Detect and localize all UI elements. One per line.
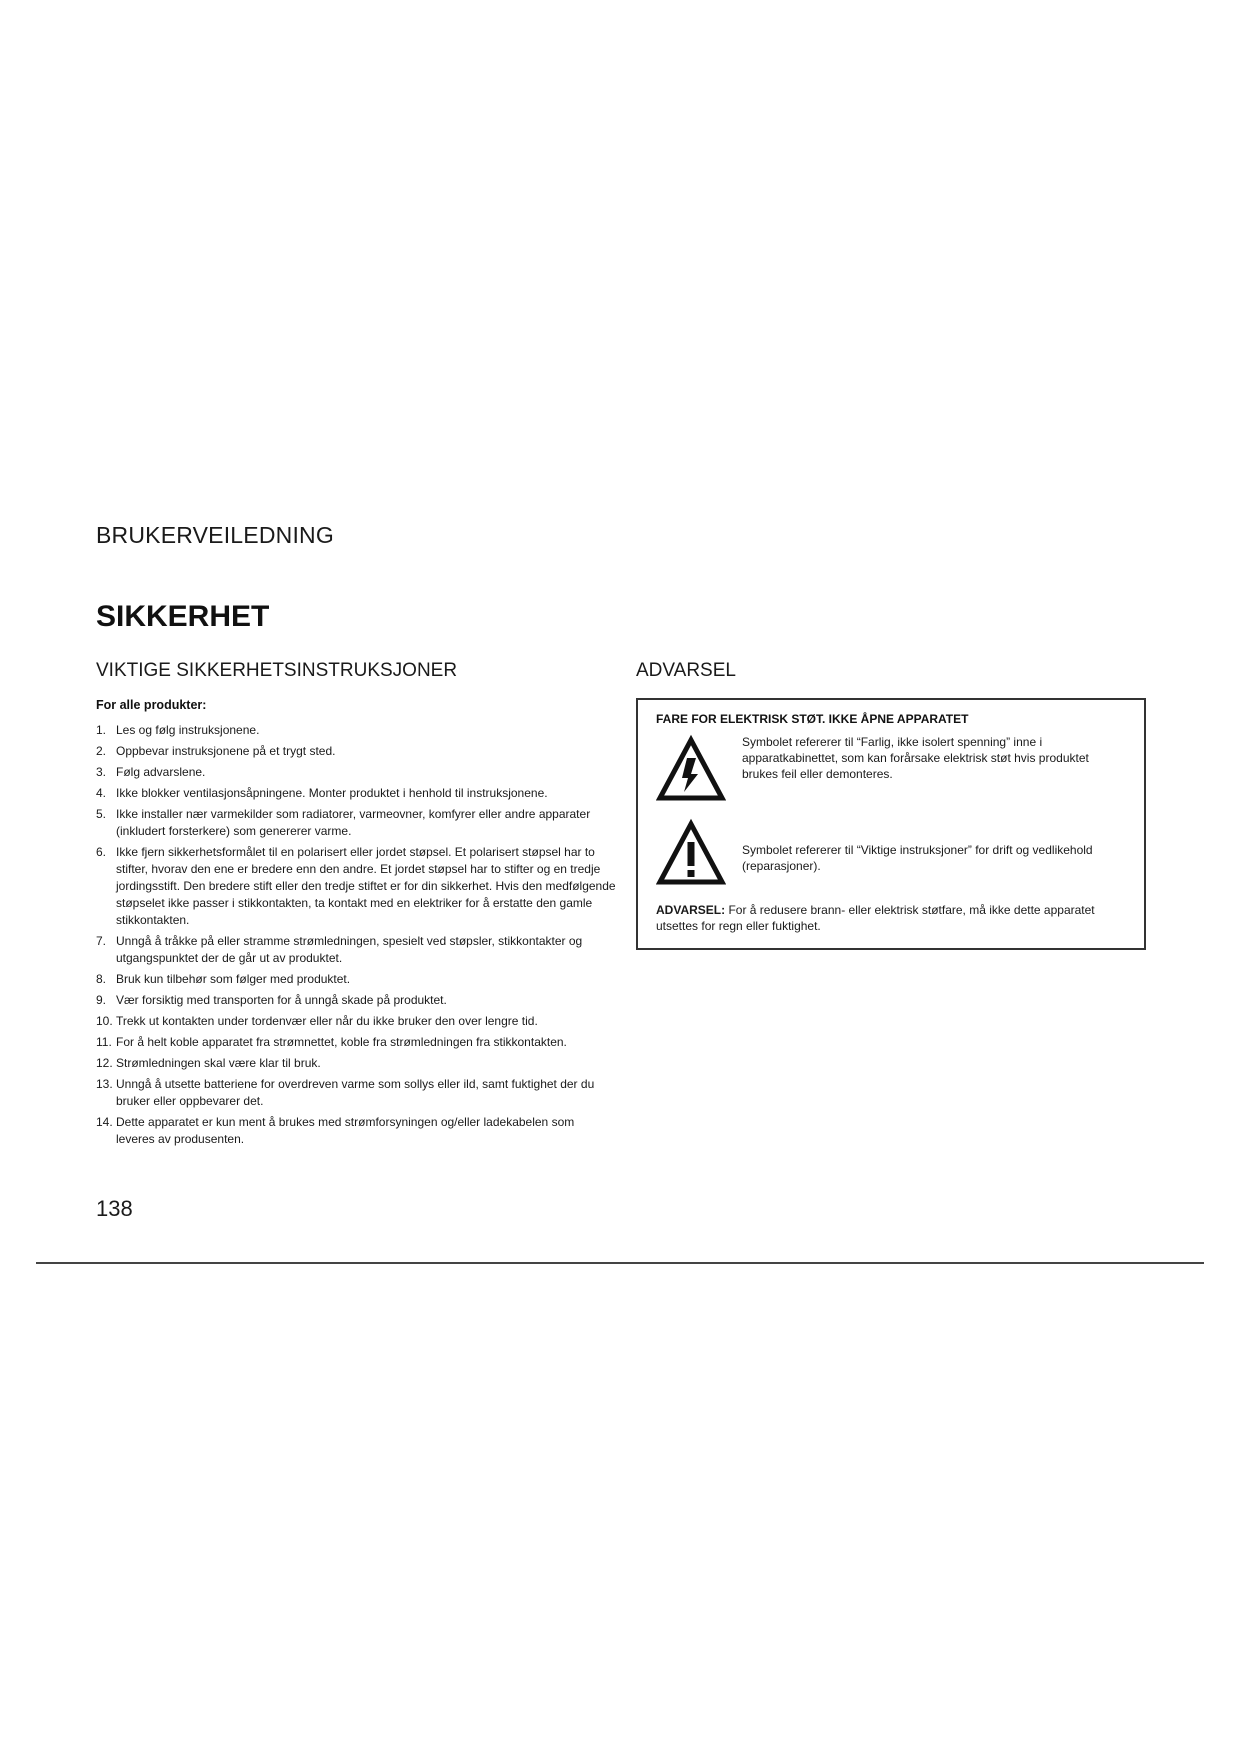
warning-symbol-text: Symbolet refererer til “Viktige instruksjoner” for drift og vedlikehold (reparasjoner). [742, 843, 1093, 873]
warning-symbol-row [656, 818, 1126, 888]
list-item-text: Bruk kun tilbehør som følger med produktet. [116, 972, 351, 986]
list-item-text: Ikke installer nær varmekilder som radiatorer, varmeovner, komfyrer eller andre apparater (inkludert forsterkere) som genererer varme. [116, 807, 591, 838]
list-item-number: 9. [96, 993, 107, 1007]
list-item-number: 10. [96, 1014, 113, 1028]
list-item [96, 1034, 616, 1051]
warning-heading: ADVARSEL [636, 660, 736, 681]
warning-note-text: For å redusere brann- eller elektrisk støtfare, må ikke dette apparatet utsettes for regn eller fuktighet. [656, 903, 1095, 933]
list-item-text: Følg advarslene. [116, 765, 206, 779]
warning-box-title: FARE FOR ELEKTRISK STØT. IKKE ÅPNE APPARATET [656, 712, 969, 726]
instructions-section [96, 660, 616, 1152]
list-item [96, 722, 616, 739]
warning-note [656, 902, 1126, 934]
list-item [96, 806, 616, 840]
list-item-number: 7. [96, 934, 107, 948]
warning-note-label: ADVARSEL: [656, 903, 726, 917]
list-item [96, 844, 616, 929]
list-item-number: 8. [96, 972, 107, 986]
list-item [96, 1055, 616, 1072]
list-item [96, 1114, 616, 1148]
list-item-number: 5. [96, 807, 107, 821]
list-item [96, 1076, 616, 1110]
instructions-list [96, 722, 616, 1148]
list-item [96, 933, 616, 967]
list-item-text: For å helt koble apparatet fra strømnettet, koble fra strømledningen fra stikkontakten. [116, 1035, 567, 1049]
list-item-number: 2. [96, 744, 107, 758]
list-item [96, 785, 616, 802]
list-item-number: 11. [96, 1035, 112, 1049]
warning-section [636, 660, 1146, 950]
list-item [96, 743, 616, 760]
list-item-number: 3. [96, 765, 107, 779]
footer-divider [36, 1262, 1204, 1264]
list-item-text: Vær forsiktig med transporten for å unngå skade på produktet. [116, 993, 447, 1007]
list-item [96, 1013, 616, 1030]
warning-symbol-text: Symbolet refererer til “Farlig, ikke isolert spenning” inne i apparatkabinettet, som kan forårsake elektrisk støt hvis produktet brukes feil eller demonteres. [742, 735, 1089, 781]
list-item-text: Unngå å tråkke på eller stramme strømledningen, spesielt ved støpsler, stikkontakter og utgangspunktet der de går ut av produktet. [116, 934, 583, 965]
list-item [96, 764, 616, 781]
list-item-text: Ikke fjern sikkerhetsformålet til en polarisert eller jordet støpsel. Et polarisert støpsel har to stifter, hvorav den ene er bredere enn den andre. Et jordet støpsel har to stifter og en tredje jordingsstift. Den bredere stift eller den tredje stiftet er for din sikkerhet. Hvis den medfølgende støpselet ikke passer i stikkontakten, ta kontakt med en elektriker for å erstatte den gamle stikkontakten. [116, 845, 616, 927]
list-item-number: 12. [96, 1056, 113, 1070]
list-item-text: Strømledningen skal være klar til bruk. [116, 1056, 321, 1070]
list-item [96, 992, 616, 1009]
lightning-warning-icon [656, 734, 726, 804]
instructions-subheading: For alle produkter: [96, 698, 207, 712]
warning-box [636, 698, 1146, 950]
list-item-text: Oppbevar instruksjonene på et trygt sted. [116, 744, 336, 758]
exclamation-warning-icon [656, 818, 726, 888]
list-item-text: Unngå å utsette batteriene for overdreven varme som sollys eller ild, samt fuktighet der du bruker eller oppbevarer det. [116, 1077, 595, 1108]
list-item-text: Ikke blokker ventilasjonsåpningene. Monter produktet i henhold til instruksjonene. [116, 786, 548, 800]
document-header-title: BRUKERVEILEDNING [96, 522, 334, 548]
list-item-text: Les og følg instruksjonene. [116, 723, 260, 737]
list-item-text: Dette apparatet er kun ment å brukes med strømforsyningen og/eller ladekabelen som leveres av produsenten. [116, 1115, 575, 1146]
list-item-text: Trekk ut kontakten under tordenvær eller når du ikke bruker den over lengre tid. [116, 1014, 538, 1028]
list-item-number: 1. [96, 723, 107, 737]
instructions-heading: VIKTIGE SIKKERHETSINSTRUKSJONER [96, 660, 458, 681]
list-item-number: 6. [96, 845, 107, 859]
list-item-number: 13. [96, 1077, 113, 1091]
list-item-number: 4. [96, 786, 107, 800]
list-item [96, 971, 616, 988]
list-item-number: 14. [96, 1115, 113, 1129]
page-number: 138 [96, 1196, 133, 1221]
page-title: SIKKERHET [96, 600, 270, 633]
warning-symbol-row [656, 734, 1126, 804]
